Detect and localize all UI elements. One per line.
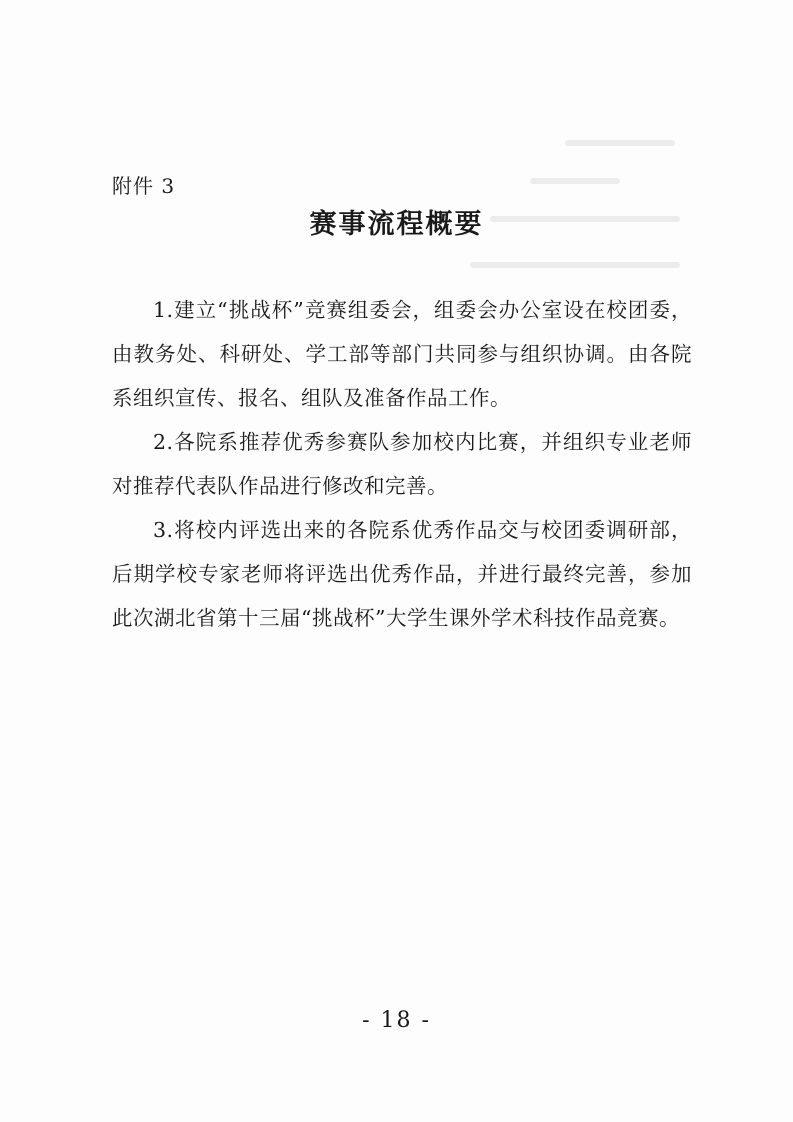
annex-label: 附件 3 — [112, 174, 176, 198]
scan-show-through — [565, 140, 675, 146]
paragraph-2: 2.各院系推荐优秀参赛队参加校内比赛，并组织专业老师对推荐代表队作品进行修改和完善。 — [112, 430, 692, 498]
page-number: - 18 - — [362, 1008, 431, 1033]
paragraph-3: 3.将校内评选出来的各院系优秀作品交与校团委调研部，后期学校专家老师将评选出优秀作品，并进行最终完善，参加此次湖北省第十三届“挑战杯”大学生课外学术科技作品竞赛。 — [112, 518, 692, 630]
document-body — [112, 288, 692, 640]
paragraph-1: 1.建立“挑战杯”竞赛组委会，组委会办公室设在校团委，由教务处、科研处、学工部等部门共同参与组织协调。由各院系组织宣传、报名、组队及准备作品工作。 — [112, 298, 692, 410]
document-title: 赛事流程概要 — [309, 209, 484, 240]
scan-show-through — [530, 178, 620, 184]
scan-show-through — [470, 262, 680, 268]
